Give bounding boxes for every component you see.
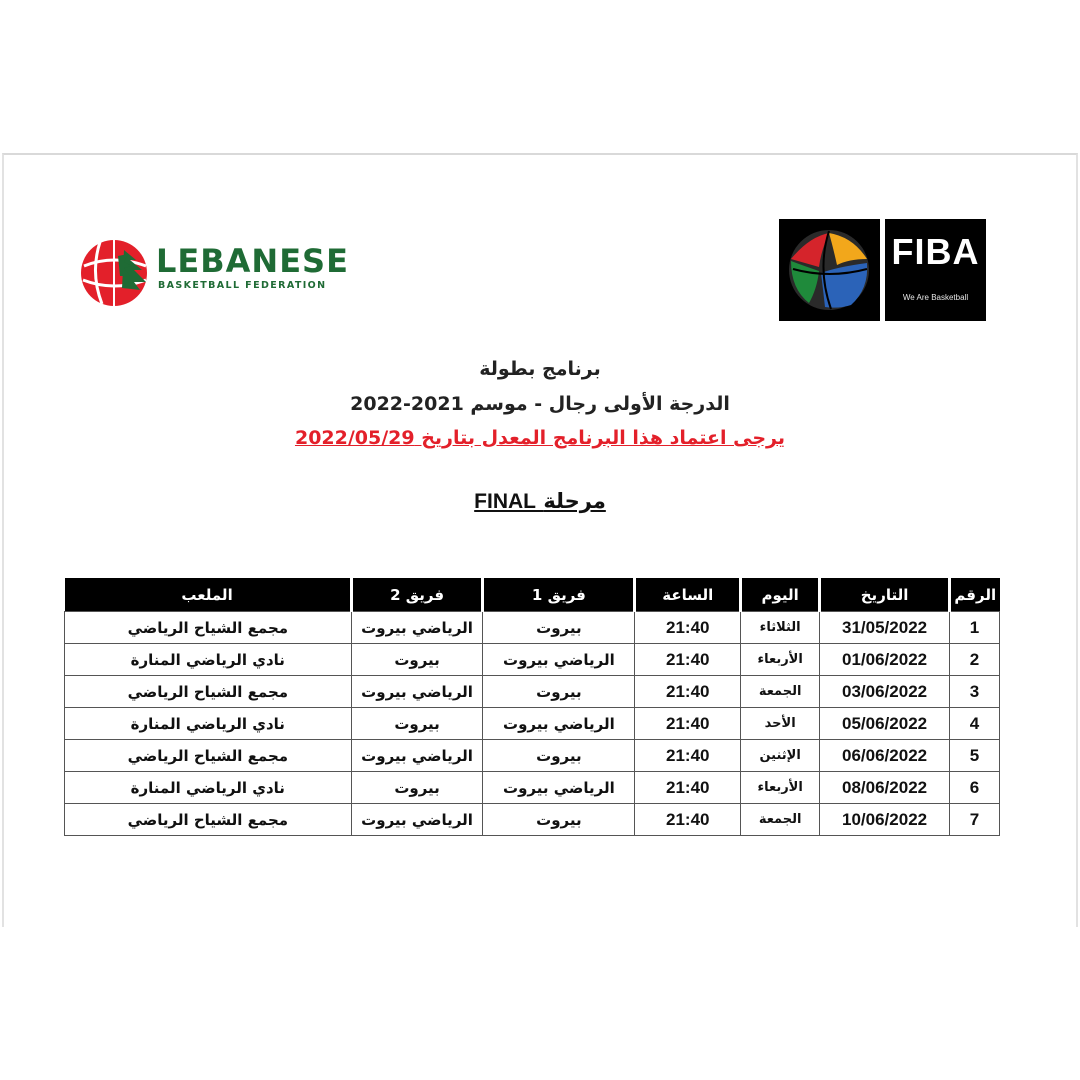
fiba-title: FIBA xyxy=(891,231,980,272)
cell-team1: بيروت xyxy=(483,740,635,772)
cell-venue: نادي الرياضي المنارة xyxy=(65,772,352,804)
fiba-globe-ball-icon xyxy=(779,219,880,321)
cell-team1: بيروت xyxy=(483,612,635,644)
table-row xyxy=(65,676,1000,708)
cell-team2: بيروت xyxy=(351,772,483,804)
stage-name: FINAL xyxy=(474,490,536,513)
cell-team1: بيروت xyxy=(483,804,635,836)
cell-number: 6 xyxy=(950,772,1000,804)
cell-number: 3 xyxy=(950,676,1000,708)
cell-day: الإثنين xyxy=(741,740,820,772)
cell-time: 21:40 xyxy=(635,772,741,804)
cell-time: 21:40 xyxy=(635,708,741,740)
cell-team2: الرياضي بيروت xyxy=(351,804,483,836)
cell-number: 4 xyxy=(950,708,1000,740)
column-header-team2: فريق 2 xyxy=(351,578,483,612)
cell-number: 2 xyxy=(950,644,1000,676)
cell-team1: الرياضي بيروت xyxy=(483,644,635,676)
cell-time: 21:40 xyxy=(635,644,741,676)
cell-team2: بيروت xyxy=(351,644,483,676)
cell-date: 05/06/2022 xyxy=(820,708,950,740)
lbf-logo xyxy=(78,236,349,312)
cell-number: 7 xyxy=(950,804,1000,836)
cell-time: 21:40 xyxy=(635,612,741,644)
notice-text: يرجى اعتماد هذا البرنامج المعدل بتاريخ 2022/05/29 xyxy=(294,427,786,449)
column-header-number: الرقم xyxy=(950,578,1000,612)
cell-day: الجمعة xyxy=(741,804,820,836)
column-header-day: اليوم xyxy=(741,578,820,612)
fiba-word-panel xyxy=(885,219,986,321)
table-row xyxy=(65,804,1000,836)
cell-venue: نادي الرياضي المنارة xyxy=(65,644,352,676)
cell-date: 03/06/2022 xyxy=(820,676,950,708)
table-row xyxy=(65,740,1000,772)
cell-date: 10/06/2022 xyxy=(820,804,950,836)
column-header-team1: فريق 1 xyxy=(483,578,635,612)
table-header-row xyxy=(65,578,1000,612)
cell-date: 31/05/2022 xyxy=(820,612,950,644)
cell-venue: نادي الرياضي المنارة xyxy=(65,708,352,740)
cell-date: 06/06/2022 xyxy=(820,740,950,772)
cell-venue: مجمع الشياح الرياضي xyxy=(65,612,352,644)
table-row xyxy=(65,708,1000,740)
cell-team1: الرياضي بيروت xyxy=(483,772,635,804)
cell-number: 1 xyxy=(950,612,1000,644)
table-row xyxy=(65,772,1000,804)
lbf-subtitle: BASKETBALL FEDERATION xyxy=(158,280,327,291)
table-row xyxy=(65,612,1000,644)
cell-date: 08/06/2022 xyxy=(820,772,950,804)
table-row xyxy=(65,644,1000,676)
cell-time: 21:40 xyxy=(635,804,741,836)
cell-team1: الرياضي بيروت xyxy=(483,708,635,740)
schedule-table xyxy=(64,578,1000,836)
cell-date: 01/06/2022 xyxy=(820,644,950,676)
cell-team1: بيروت xyxy=(483,676,635,708)
cell-venue: مجمع الشياح الرياضي xyxy=(65,740,352,772)
page-title: برنامج بطولة xyxy=(479,358,601,380)
fiba-ball-panel xyxy=(779,219,880,321)
column-header-time: الساعة xyxy=(635,578,741,612)
cell-number: 5 xyxy=(950,740,1000,772)
cell-venue: مجمع الشياح الرياضي xyxy=(65,676,352,708)
cell-team2: الرياضي بيروت xyxy=(351,676,483,708)
column-header-date: التاريخ xyxy=(820,578,950,612)
cell-team2: الرياضي بيروت xyxy=(351,612,483,644)
lbf-name: LEBANESE xyxy=(156,242,349,280)
cell-day: الأربعاء xyxy=(741,772,820,804)
stage-heading xyxy=(0,489,1080,514)
cell-venue: مجمع الشياح الرياضي xyxy=(65,804,352,836)
column-header-venue: الملعب xyxy=(65,578,352,612)
cell-team2: بيروت xyxy=(351,708,483,740)
stage-label: مرحلة xyxy=(543,489,606,513)
cell-team2: الرياضي بيروت xyxy=(351,740,483,772)
cell-time: 21:40 xyxy=(635,676,741,708)
page-subtitle: الدرجة الأولى رجال - موسم 2021-2022 xyxy=(350,393,730,415)
cell-time: 21:40 xyxy=(635,740,741,772)
cell-day: الجمعة xyxy=(741,676,820,708)
fiba-logo xyxy=(779,219,986,321)
basketball-cedar-icon xyxy=(78,236,152,310)
cell-day: الأربعاء xyxy=(741,644,820,676)
cell-day: الأحد xyxy=(741,708,820,740)
fiba-tagline: We Are Basketball xyxy=(902,293,969,302)
cell-day: الثلاثاء xyxy=(741,612,820,644)
